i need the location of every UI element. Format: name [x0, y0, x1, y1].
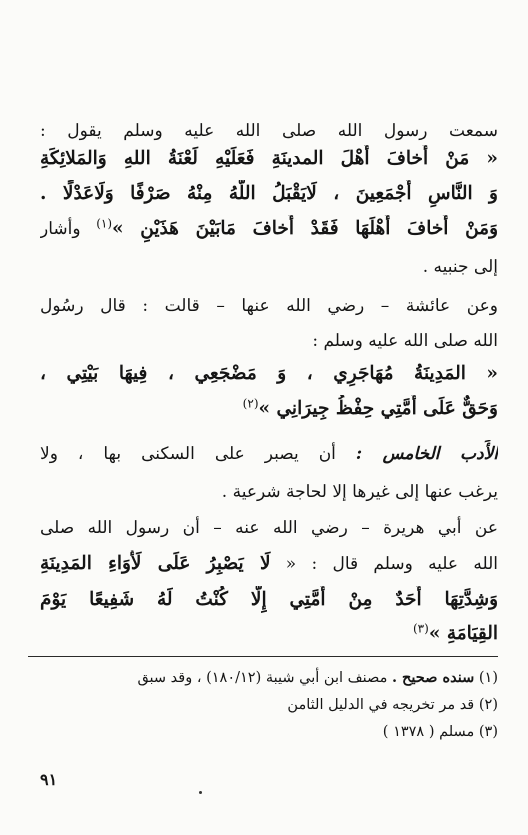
- footnote-ref-1: (١): [96, 216, 113, 231]
- hadith-line-7: وَشِدَّتِهَا أَحَدٌ مِنْ أُمَّتِي إِلَّا كُنْتُ لَهُ شَفِيعًا يَوْمَ: [40, 589, 498, 610]
- text-line-5: يرغب عنها إلى غيرها إلا لحاجة شرعية .: [221, 482, 498, 502]
- text-line-2: إلى جنبيه .: [422, 257, 498, 277]
- hadith-line-8: القِيَامَةِ »$^{(٣)}$: [412, 621, 498, 644]
- footnote-3: (٣) مسلم ( ١٣٧٨ ): [382, 724, 498, 740]
- print-speck: [199, 791, 202, 794]
- text-line-6: عن أبي هريرة – رضي الله عنه – أن رسول الله صلى: [40, 518, 498, 538]
- footnote-ref-3: (٣): [412, 621, 429, 636]
- hadith-line-4: « المَدِينَةُ مُهَاجَرِي ، وَ مَضْجَعِي ، فِيهَا بَيْتِي ،: [40, 363, 498, 384]
- text-line-4: الله صلى الله عليه وسلم :: [312, 331, 498, 351]
- footnote-ref-2: (٢): [242, 396, 259, 411]
- footnote-2: (٢) قد مر تخريجه في الدليل الثامن: [287, 697, 498, 713]
- text-line-3: وعن عائشة – رضي الله عنها – قالت : قال رسُول: [40, 296, 498, 316]
- hadith-line-1: « مَنْ أَخافَ أَهْلَ المدينَةِ فَعَلَيْهِ لَعْنَةُ اللهِ وَالمَلائِكَةِ: [40, 148, 498, 169]
- section-heading: الأَدب الخامس :: [355, 444, 498, 464]
- hadith-line-6: الله عليه وسلم قال : « لَا يَصْبِرُ عَلَى لَأْوَاءِ المَدِينَةِ: [40, 553, 498, 574]
- page-number: ٩١: [40, 770, 58, 789]
- hadith-line-3: وَمَنْ أَخافَ أَهْلَهَا فَقَدْ أَخافَ مَابَيْنَ هَذَيْنِ »$^{(١)}$ وأشار: [40, 216, 498, 239]
- section-heading-line: الأَدب الخامس : أن يصبر على السكنى بها ، ولا: [40, 444, 498, 464]
- footnote-divider: [28, 656, 498, 657]
- hadith-line-5: وَحَقٌّ عَلَى أُمَّتِي حِفْظُ جِيرَانِي »$^{(٢)}$: [242, 396, 498, 419]
- text-line-1: سمعت رسول الله صلى الله عليه وسلم يقول :: [40, 121, 498, 141]
- hadith-line-2: وَ النَّاسِ أَجْمَعِينَ ، لَايَقْبَلُ اللَّهُ مِنْهُ صَرْفًا وَلَاعَدْلًا .: [40, 183, 498, 204]
- footnote-1: (١) سنده صحيح . مصنف ابن أبي شيبة (١٨٠/١٢) ، وقد سبق: [137, 669, 498, 686]
